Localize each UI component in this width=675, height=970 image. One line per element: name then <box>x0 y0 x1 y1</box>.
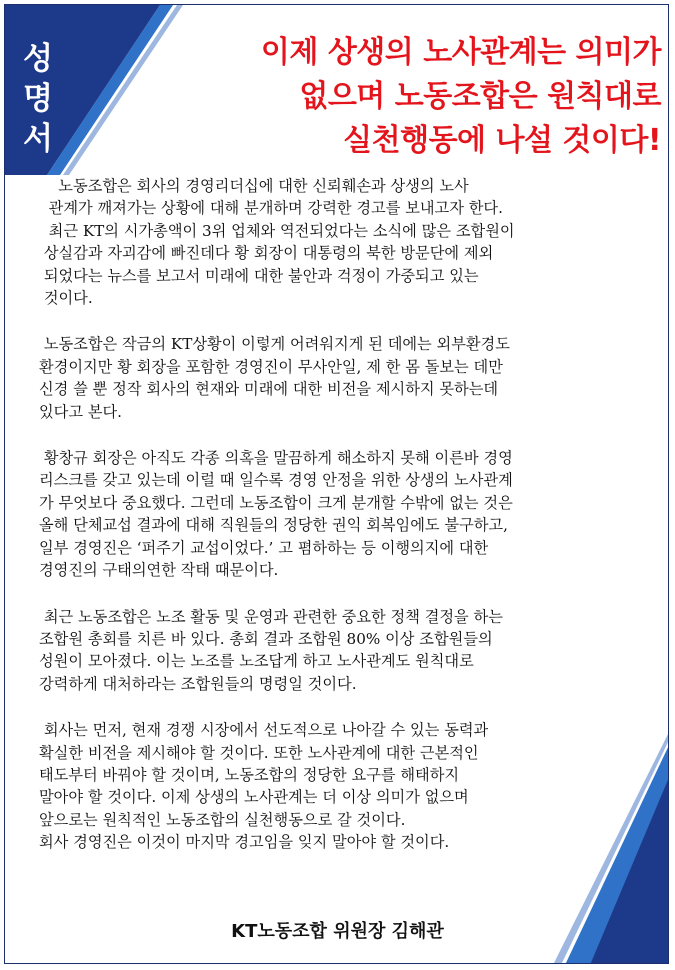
headline-line: 이제 상생의 노사관계는 의미가 <box>260 35 661 70</box>
body-line: 강력하게 대처하라는 조합원들의 명령일 것이다. <box>39 674 357 693</box>
body-line: 태도부터 바꿔야 할 것이며, 노동조합의 정당한 요구를 해태하지 <box>39 765 460 784</box>
body-line: 경영진의 구태의연한 작태 때문이다. <box>39 561 279 580</box>
side-label <box>13 39 63 159</box>
body-line: 가 무엇보다 중요했다. 그런데 노동조합이 크게 분개할 수밖에 없는 것은 <box>39 493 513 512</box>
body-line: 최근 KT의 시가총액이 3위 업체와 역전되었다는 소식에 많은 조합원이 <box>39 221 515 240</box>
body-line: 관계가 깨져가는 상황에 대해 분개하며 강력한 경고를 보내고자 한다. <box>39 199 503 218</box>
paragraph <box>39 719 663 853</box>
body-line: 앞으로는 원칙적인 노동조합의 실천행동으로 갈 것이다. <box>39 810 406 829</box>
paragraph <box>39 333 663 423</box>
headline-line: 없으며 노동조합은 원칙대로 <box>299 79 661 114</box>
body-line: 리스크를 갖고 있는데 이럴 때 일수록 경영 안정을 위한 상생의 노사관계 <box>39 471 513 490</box>
signature: KT노동조합 위원장 김해관 <box>231 921 444 942</box>
body-line: 상실감과 자괴감에 빠진데다 황 회장이 대통령의 북한 방문단에 제외 <box>39 244 494 263</box>
body-line: 회사는 먼저, 현재 경쟁 시장에서 선도적으로 나아갈 수 있는 동력과 <box>39 721 489 740</box>
body-line: 최근 노동조합은 노조 활동 및 운영과 관련한 중요한 정책 결정을 하는 <box>39 607 503 626</box>
body-line: 것이다. <box>39 289 93 308</box>
body-line: 황창규 회장은 아직도 각종 의혹을 말끔하게 해소하지 못해 이른바 경영 <box>39 449 513 468</box>
body-line: 성원이 모아졌다. 이는 노조를 노조답게 하고 노사관계도 원칙대로 <box>39 652 474 671</box>
side-label-char: 서 <box>23 121 53 157</box>
headline <box>125 31 661 163</box>
headline-line: 실천행동에 나설 것이다! <box>343 123 661 158</box>
paragraph <box>39 447 663 581</box>
body-line: 일부 경영진은 ‘퍼주기 교섭이었다.’ 고 폄하하는 등 이행의지에 대한 <box>39 538 489 557</box>
body-line: 노동조합은 회사의 경영리더십에 대한 신뢰훼손과 상생의 노사 <box>39 177 469 195</box>
body-line: 환경이지만 황 회장을 포함한 경영진이 무사안일, 제 한 몸 돌보는 데만 <box>39 357 503 376</box>
body-line: 회사 경영진은 이것이 마지막 경고임을 잊지 말아야 할 것이다. <box>39 833 450 852</box>
paragraph <box>39 175 663 309</box>
statement-body <box>39 175 663 878</box>
body-line: 확실한 비전을 제시해야 할 것이다. 또한 노사관계에 대한 근본적인 <box>39 743 479 762</box>
paragraph <box>39 606 663 696</box>
side-label-char: 명 <box>23 81 53 117</box>
body-line: 신경 쓸 뿐 정작 회사의 현재와 미래에 대한 비전을 제시하지 못하는데 <box>39 380 499 399</box>
document-frame <box>4 4 669 964</box>
side-label-char: 성 <box>23 41 53 77</box>
body-line: 조합원 총회를 치른 바 있다. 총회 결과 조합원 80% 이상 조합원들의 <box>39 629 493 648</box>
body-line: 노동조합은 작금의 KT상황이 이렇게 어려워지게 된 데에는 외부환경도 <box>39 335 510 354</box>
body-line: 말아야 할 것이다. 이제 상생의 노사관계는 더 이상 의미가 없으며 <box>39 788 469 807</box>
body-line: 되었다는 뉴스를 보고서 미래에 대한 불안과 걱정이 가중되고 있는 <box>39 266 479 285</box>
body-line: 있다고 본다. <box>39 402 123 421</box>
body-line: 올해 단체교섭 결과에 대해 직원들의 정당한 권익 회복임에도 불구하고, <box>39 516 508 535</box>
